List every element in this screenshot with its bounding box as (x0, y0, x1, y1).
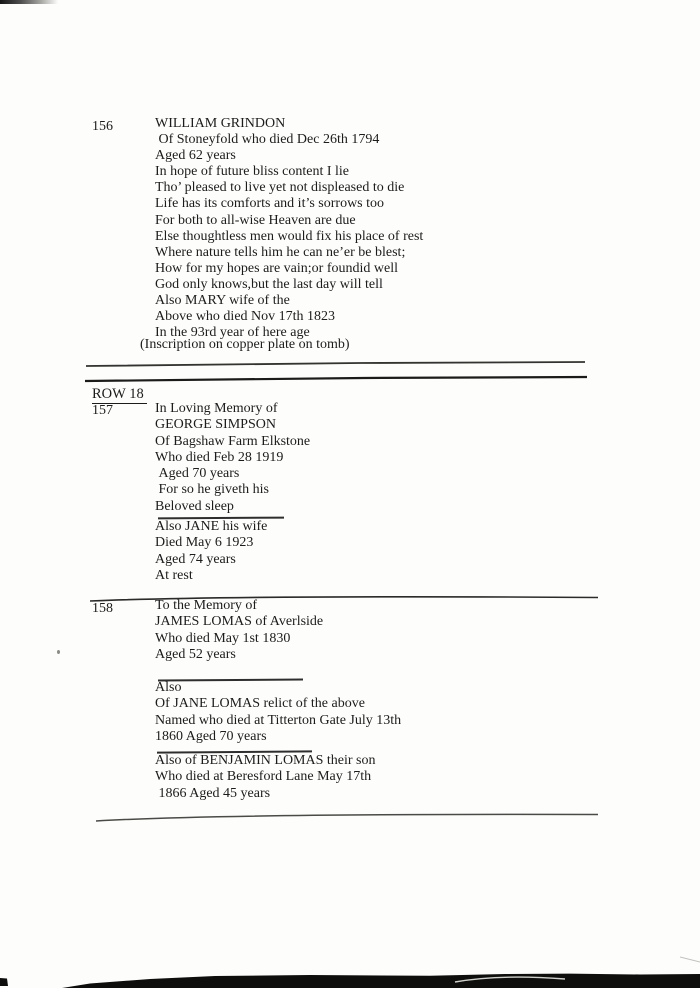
inscription-line: Aged 52 years (155, 646, 236, 662)
inscription-line: Who died Feb 28 1919 (155, 449, 284, 465)
row-heading: ROW 18 (92, 386, 147, 404)
inscription-line: Who died at Beresford Lane May 17th (155, 769, 372, 785)
inscription-line: JAMES LOMAS of Averlside (155, 614, 324, 630)
inscription-line: Died May 6 1923 (155, 535, 254, 551)
inscription-line: How for my hopes are vain;or foundid well (155, 260, 398, 276)
inscription-line: WILLIAM GRINDON (155, 116, 286, 131)
section-double-rule (80, 358, 600, 386)
inscription-line: Above who died Nov 17th 1823 (155, 309, 336, 325)
inscription-line: Of JANE LOMAS relict of the above (155, 696, 365, 712)
closing-rule (88, 808, 608, 824)
inscription-line: In hope of future bliss content I lie (155, 164, 350, 180)
entry-number-157: 157 (92, 403, 113, 418)
inscription-line: 1860 Aged 70 years (155, 728, 267, 744)
inscription-line: Tho’ pleased to live yet not displeased to die (155, 180, 405, 196)
inscription-line: Also (155, 680, 182, 695)
inscription-line: 1866 Aged 45 years (155, 785, 271, 801)
inscription-line: For both to all-wise Heaven are due (155, 212, 356, 228)
inscription-line: Aged 70 years (155, 466, 240, 482)
inscription-line: Named who died at Titterton Gate July 13th (155, 712, 402, 728)
inscription-line: Who died May 1st 1830 (155, 630, 291, 646)
entry-number-156: 156 (92, 119, 113, 134)
entry-157-addendum (155, 519, 267, 584)
inscription-line: To the Memory of (155, 598, 258, 613)
entry-number-158: 158 (92, 601, 113, 616)
inscription-line: Else thoughtless men would fix his place of rest (155, 228, 424, 244)
inscription-line: Also of BENJAMIN LOMAS their son (155, 753, 376, 768)
inscription-line: For so he giveth his (155, 482, 269, 498)
row-heading-wrap (92, 385, 147, 404)
inscription-line: God only knows,but the last day will tell (155, 276, 383, 292)
inscription-line: Beloved sleep (155, 498, 234, 514)
entry-156-inscription (155, 116, 423, 341)
inscription-line: Life has its comforts and it’s sorrows too (155, 196, 385, 212)
inscription-line: Aged 74 years (155, 551, 236, 567)
inscription-line: Aged 62 years (155, 148, 236, 164)
inscription-line: In the 93rd year of here age (155, 325, 310, 341)
entry-157-memorial (155, 401, 310, 515)
entry-156-note: (Inscription on copper plate on tomb) (140, 337, 350, 352)
inscription-line: GEORGE SIMPSON (155, 417, 276, 433)
entry-158-addendum-2 (155, 753, 376, 802)
inscription-line: In Loving Memory of (155, 401, 278, 416)
inscription-line: Of Bagshaw Farm Elkstone (155, 433, 311, 449)
entry-158-memorial (155, 598, 323, 663)
entry-158-addendum-1 (155, 680, 401, 745)
inscription-line: Also MARY wife of the (155, 293, 290, 309)
inscription-line: At rest (155, 567, 193, 583)
inscription-line: Also JANE his wife (155, 519, 268, 534)
inscription-line: Of Stoneyfold who died Dec 26th 1794 (155, 132, 380, 148)
scan-speck (57, 650, 60, 654)
inscription-line: Where nature tells him he can ne’er be blest; (155, 244, 406, 260)
scan-artifact-top-left (0, 0, 58, 4)
scan-artifact-bottom-band (0, 953, 700, 988)
